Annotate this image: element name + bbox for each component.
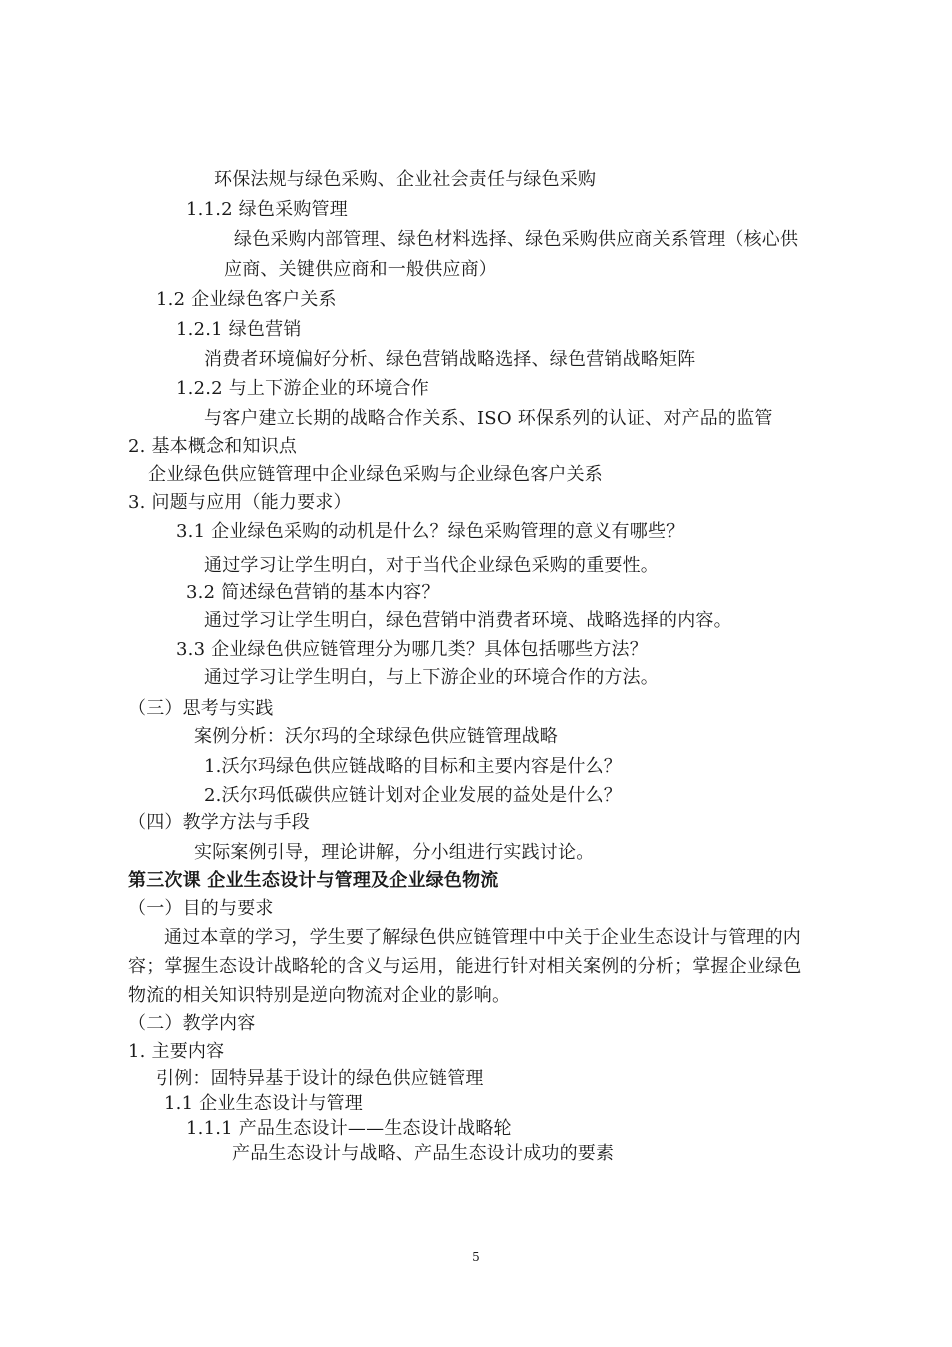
question-line: 3.2 简述绿色营销的基本内容？ <box>186 582 440 603</box>
text-line: 与客户建立长期的战略合作关系、ISO 环保系列的认证、对产品的监管 <box>204 408 773 429</box>
subsection-heading: 1.1.1 产品生态设计——生态设计战略轮 <box>186 1118 512 1139</box>
paragraph-line: 通过本章的学习，学生要了解绿色供应链管理中中关于企业生态设计与管理的内 <box>164 927 801 948</box>
text-line: 案例分析：沃尔玛的全球绿色供应链管理战略 <box>194 726 558 747</box>
text-line: 引例：固特异基于设计的绿色供应链管理 <box>156 1068 484 1089</box>
text-line: 企业绿色供应链管理中企业绿色采购与企业绿色客户关系 <box>148 464 603 485</box>
subsection-heading: 1.2.2 与上下游企业的环境合作 <box>176 378 429 399</box>
paragraph-line: 物流的相关知识特别是逆向物流对企业的影响。 <box>128 985 511 1006</box>
text-line: 消费者环境偏好分析、绿色营销战略选择、绿色营销战略矩阵 <box>204 349 696 370</box>
numbered-heading: 3. 问题与应用（能力要求） <box>128 492 352 513</box>
text-line: 实际案例引导，理论讲解，分小组进行实践讨论。 <box>194 842 595 863</box>
text-line: 通过学习让学生明白，绿色营销中消费者环境、战略选择的内容。 <box>204 610 732 631</box>
text-line: 应商、关键供应商和一般供应商） <box>224 259 497 280</box>
text-line: 绿色采购内部管理、绿色材料选择、绿色采购供应商关系管理（核心供 <box>234 229 799 250</box>
text-line: 2.沃尔玛低碳供应链计划对企业发展的益处是什么？ <box>204 785 622 806</box>
subsection-heading: 1.2.1 绿色营销 <box>176 319 302 340</box>
numbered-heading: 2. 基本概念和知识点 <box>128 436 298 457</box>
page-number: 5 <box>472 1250 480 1264</box>
question-line: 3.3 企业绿色供应链管理分为哪几类？具体包括哪些方法？ <box>176 639 648 660</box>
question-line: 3.1 企业绿色采购的动机是什么？绿色采购管理的意义有哪些？ <box>176 521 685 542</box>
section-heading: （二）教学内容 <box>128 1013 256 1034</box>
paragraph-line: 容；掌握生态设计战略轮的含义与运用，能进行针对相关案例的分析；掌握企业绿色 <box>128 956 802 977</box>
text-line: 1.沃尔玛绿色供应链战略的目标和主要内容是什么？ <box>204 756 622 777</box>
numbered-heading: 1. 主要内容 <box>128 1041 225 1062</box>
text-line: 产品生态设计与战略、产品生态设计成功的要素 <box>232 1143 615 1164</box>
subsection-heading: 1.1.2 绿色采购管理 <box>186 199 348 220</box>
text-line: 通过学习让学生明白，对于当代企业绿色采购的重要性。 <box>204 555 659 576</box>
section-heading: （三）思考与实践 <box>128 698 274 719</box>
lesson-title: 第三次课 企业生态设计与管理及企业绿色物流 <box>128 870 499 891</box>
text-line: 通过学习让学生明白，与上下游企业的环境合作的方法。 <box>204 667 659 688</box>
section-heading: （四）教学方法与手段 <box>128 812 310 833</box>
subsection-heading: 1.1 企业生态设计与管理 <box>164 1093 363 1114</box>
text-line: 环保法规与绿色采购、企业社会责任与绿色采购 <box>214 169 597 190</box>
section-heading: （一）目的与要求 <box>128 898 274 919</box>
section-heading: 1.2 企业绿色客户关系 <box>156 289 337 310</box>
